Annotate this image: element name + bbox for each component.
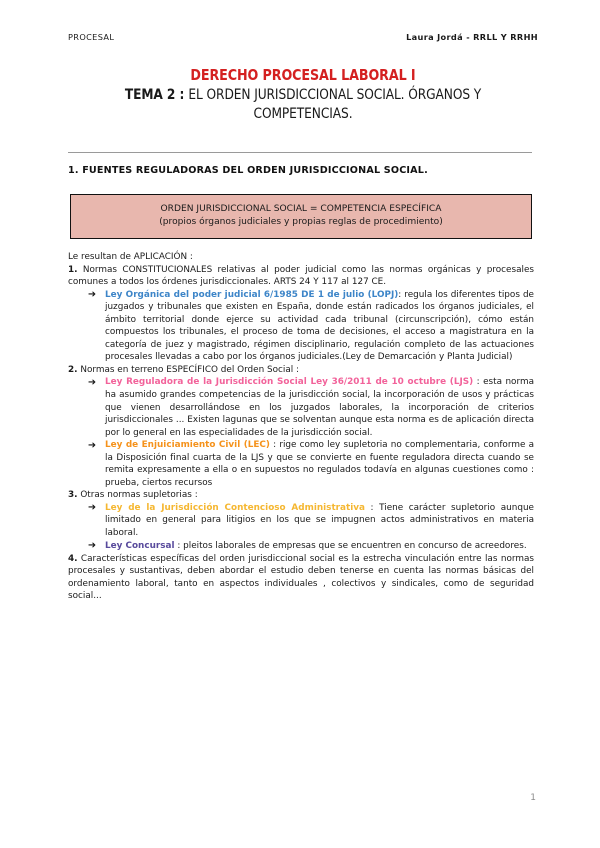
- document-subtitle: [84, 86, 521, 123]
- document-title: DERECHO PROCESAL LABORAL I: [190, 66, 416, 84]
- title-block: [68, 66, 538, 123]
- bullet-ley-concursal: [68, 540, 534, 553]
- header-author: Laura Jordá - RRLL Y RRHH: [406, 32, 538, 42]
- arrow-right-icon: ➔: [88, 376, 97, 388]
- ley-concursal-label: Ley Concursal: [105, 540, 175, 551]
- bullet-ljs-text: [105, 376, 534, 439]
- lec-label: Ley de Enjuiciamiento Civil (LEC): [105, 440, 270, 451]
- bullet-lec: [68, 439, 534, 489]
- item-4-text: Características específicas del orden jurisdiccional social es la estrecha vinculación entre las normas procesales y sustantivas, deben abordar el estudio deben tenerse en cuenta las normas básicas del ordenamiento laboral, tanto en aspectos individuales , colectivos y sindicales, como de seguridad social...: [68, 553, 534, 602]
- page-number: 1: [530, 793, 536, 803]
- item-1-text: Normas CONSTITUCIONALES relativas al poder judicial como las normas orgánicas y procesales comunes a todos los órdenes jurisdiccionales. ARTS 24 Y 117 al 127 CE.: [68, 264, 534, 288]
- ljs-label: Ley Reguladora de la Jurisdicción Social Ley 36/2011 de 10 octubre (LJS): [105, 377, 474, 388]
- header-subject: PROCESAL: [68, 32, 115, 42]
- concept-box-line-2: (propios órganos judiciales y propias reglas de procedimiento): [159, 217, 443, 228]
- horizontal-divider: [68, 152, 532, 153]
- list-item-4: [68, 553, 534, 603]
- ljs-description: : esta norma ha asumido grandes competencias de la jurisdicción social, la incorporación de usos y prácticas que vienen desarrollándose en los juzgados laborales, la incorporación de criterios jurisdiccionales ... Existen lagunas que se solventan aunque esta norma es de aplicación directa por lo general en las especialidades de la jurisdicción social.: [105, 377, 534, 438]
- intro-line: Le resultan de APLICACIÓN :: [68, 252, 193, 262]
- arrow-right-icon: ➔: [88, 502, 97, 514]
- arrow-right-icon: ➔: [88, 539, 97, 551]
- bullet-lcca: [68, 502, 534, 540]
- body-content: [68, 251, 534, 603]
- item-2-text: Normas en terreno ESPECÍFICO del Orden Social :: [77, 364, 300, 375]
- lcca-label: Ley de la Jurisdicción Contencioso Administrativa: [105, 502, 365, 513]
- tema-subject: EL ORDEN JURISDICCIONAL SOCIAL. ÓRGANOS Y COMPETENCIAS.: [188, 85, 482, 122]
- section-heading: 1. FUENTES REGULADORAS DEL ORDEN JURISDICCIONAL SOCIAL.: [68, 165, 428, 176]
- arrow-right-icon: ➔: [88, 288, 97, 300]
- list-item-3: [68, 489, 534, 502]
- item-2-number: 2.: [68, 364, 78, 375]
- item-1-number: 1.: [68, 264, 78, 275]
- list-item-2: [68, 364, 534, 377]
- lopj-label: Ley Orgánica del poder judicial 6/1985 DE 1 de julio (LOPJ): [105, 289, 399, 300]
- bullet-lcca-text: [105, 502, 534, 540]
- ley-concursal-description: : pleitos laborales de empresas que se encuentren en concurso de acreedores.: [174, 540, 527, 551]
- lcca-description: : Tiene carácter supletorio aunque limitado en general para litigios en los que se impugnen actos administrativos en materia laboral.: [105, 502, 534, 539]
- concept-callout-box: [70, 194, 532, 239]
- arrow-right-icon: ➔: [88, 439, 97, 451]
- bullet-ljs: [68, 376, 534, 439]
- lec-description: : rige como ley supletoria no complementaria, conforme a la Disposición final cuarta de la LJS y que se convierte en fuente reguladora directa cuando se remita expresamente a ella o en supuestos no regulados todavía en algunas cuestiones como : prueba, ciertos recursos: [105, 440, 534, 488]
- document-header: [68, 32, 538, 42]
- bullet-lopj-text: [105, 289, 534, 364]
- item-3-number: 3.: [68, 490, 78, 501]
- item-4-number: 4.: [68, 553, 78, 564]
- bullet-lec-text: [105, 439, 534, 489]
- list-item-1: [68, 264, 534, 289]
- concept-box-line-1: ORDEN JURISDICCIONAL SOCIAL = COMPETENCIA ESPECÍFICA: [160, 204, 442, 214]
- tema-label: TEMA 2 :: [124, 85, 189, 103]
- bullet-lopj: [68, 289, 534, 364]
- bullet-ley-concursal-text: [105, 540, 534, 553]
- item-3-text: Otras normas supletorias :: [77, 490, 198, 501]
- lopj-description: : regula los diferentes tipos de juzgados y tribunales que existen en España, donde están radicados los órganos judiciales, el ámbito territorial donde ejerce su actividad cada tribunal (circunscripción), cómo están compuestos los tribunales, el proceso de toma de decisiones, el acceso a magistratura en la categoría de juez y magistrado, régimen disciplinario, regulación completo de las actuaciones procesales llevadas a cabo por los órganos judiciales.(Ley de Demarcación y Planta Judicial): [105, 289, 534, 363]
